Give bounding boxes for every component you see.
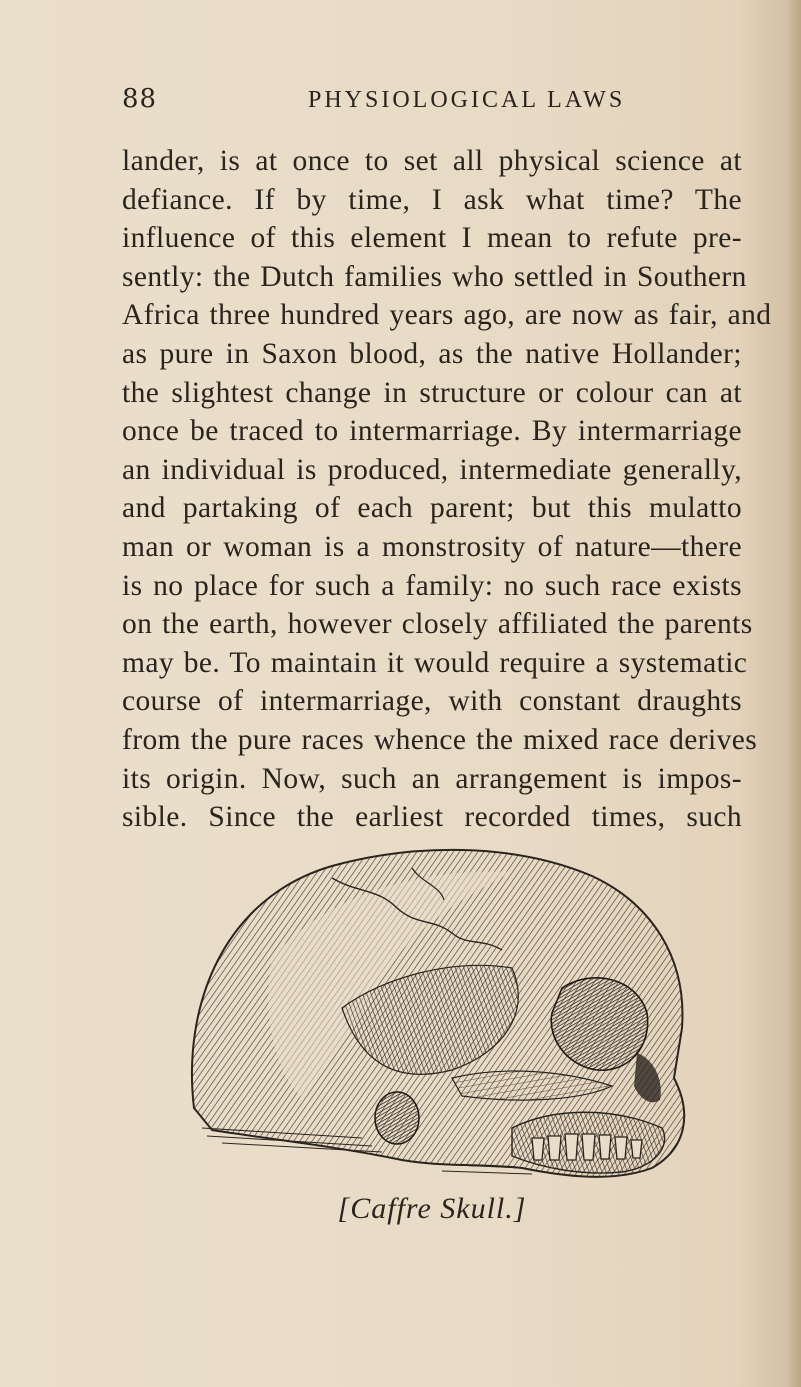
text-line: once be traced to intermarriage. By intermarriage	[122, 415, 742, 448]
page-number: 88	[122, 84, 158, 114]
running-head: PHYSIOLOGICAL LAWS	[308, 87, 626, 113]
text-line: lander, is at once to set all physical science at	[122, 145, 742, 177]
text-line: defiance. If by time, I ask what time? The	[122, 183, 742, 216]
text-line: sible. Since the earliest recorded times, such	[122, 801, 742, 834]
text-line: course of intermarriage, with constant draughts	[122, 685, 742, 718]
page-edge-shadow	[787, 0, 801, 1387]
page-header	[122, 84, 742, 124]
skull-engraving-icon	[182, 838, 704, 1183]
text-line: man or woman is a monstrosity of nature—there	[122, 530, 742, 563]
skull-figure	[182, 838, 704, 1183]
text-line: and partaking of each parent; but this mulatto	[122, 492, 742, 525]
text-line: is no place for such a family: no such race exists	[122, 569, 742, 602]
text-line: on the earth, however closely affiliated the parents	[122, 608, 753, 641]
body-paragraph	[122, 142, 772, 837]
text-line: Africa three hundred years ago, are now as fair, and	[122, 299, 772, 332]
text-line: the slightest change in structure or colour can at	[122, 376, 742, 409]
text-line: may be. To maintain it would require a systematic	[122, 646, 748, 679]
text-line: an individual is produced, intermediate generally,	[122, 453, 742, 486]
text-line: as pure in Saxon blood, as the native Hollander;	[122, 337, 742, 370]
text-line: its origin. Now, such an arrangement is impos-	[122, 762, 742, 795]
text-line: influence of this element I mean to refute pre-	[122, 222, 742, 255]
figure-caption: [Caffre Skull.]	[337, 1192, 527, 1225]
text-line: sently: the Dutch families who settled in Southern	[122, 260, 747, 293]
text-line: from the pure races whence the mixed race derives	[122, 723, 758, 756]
